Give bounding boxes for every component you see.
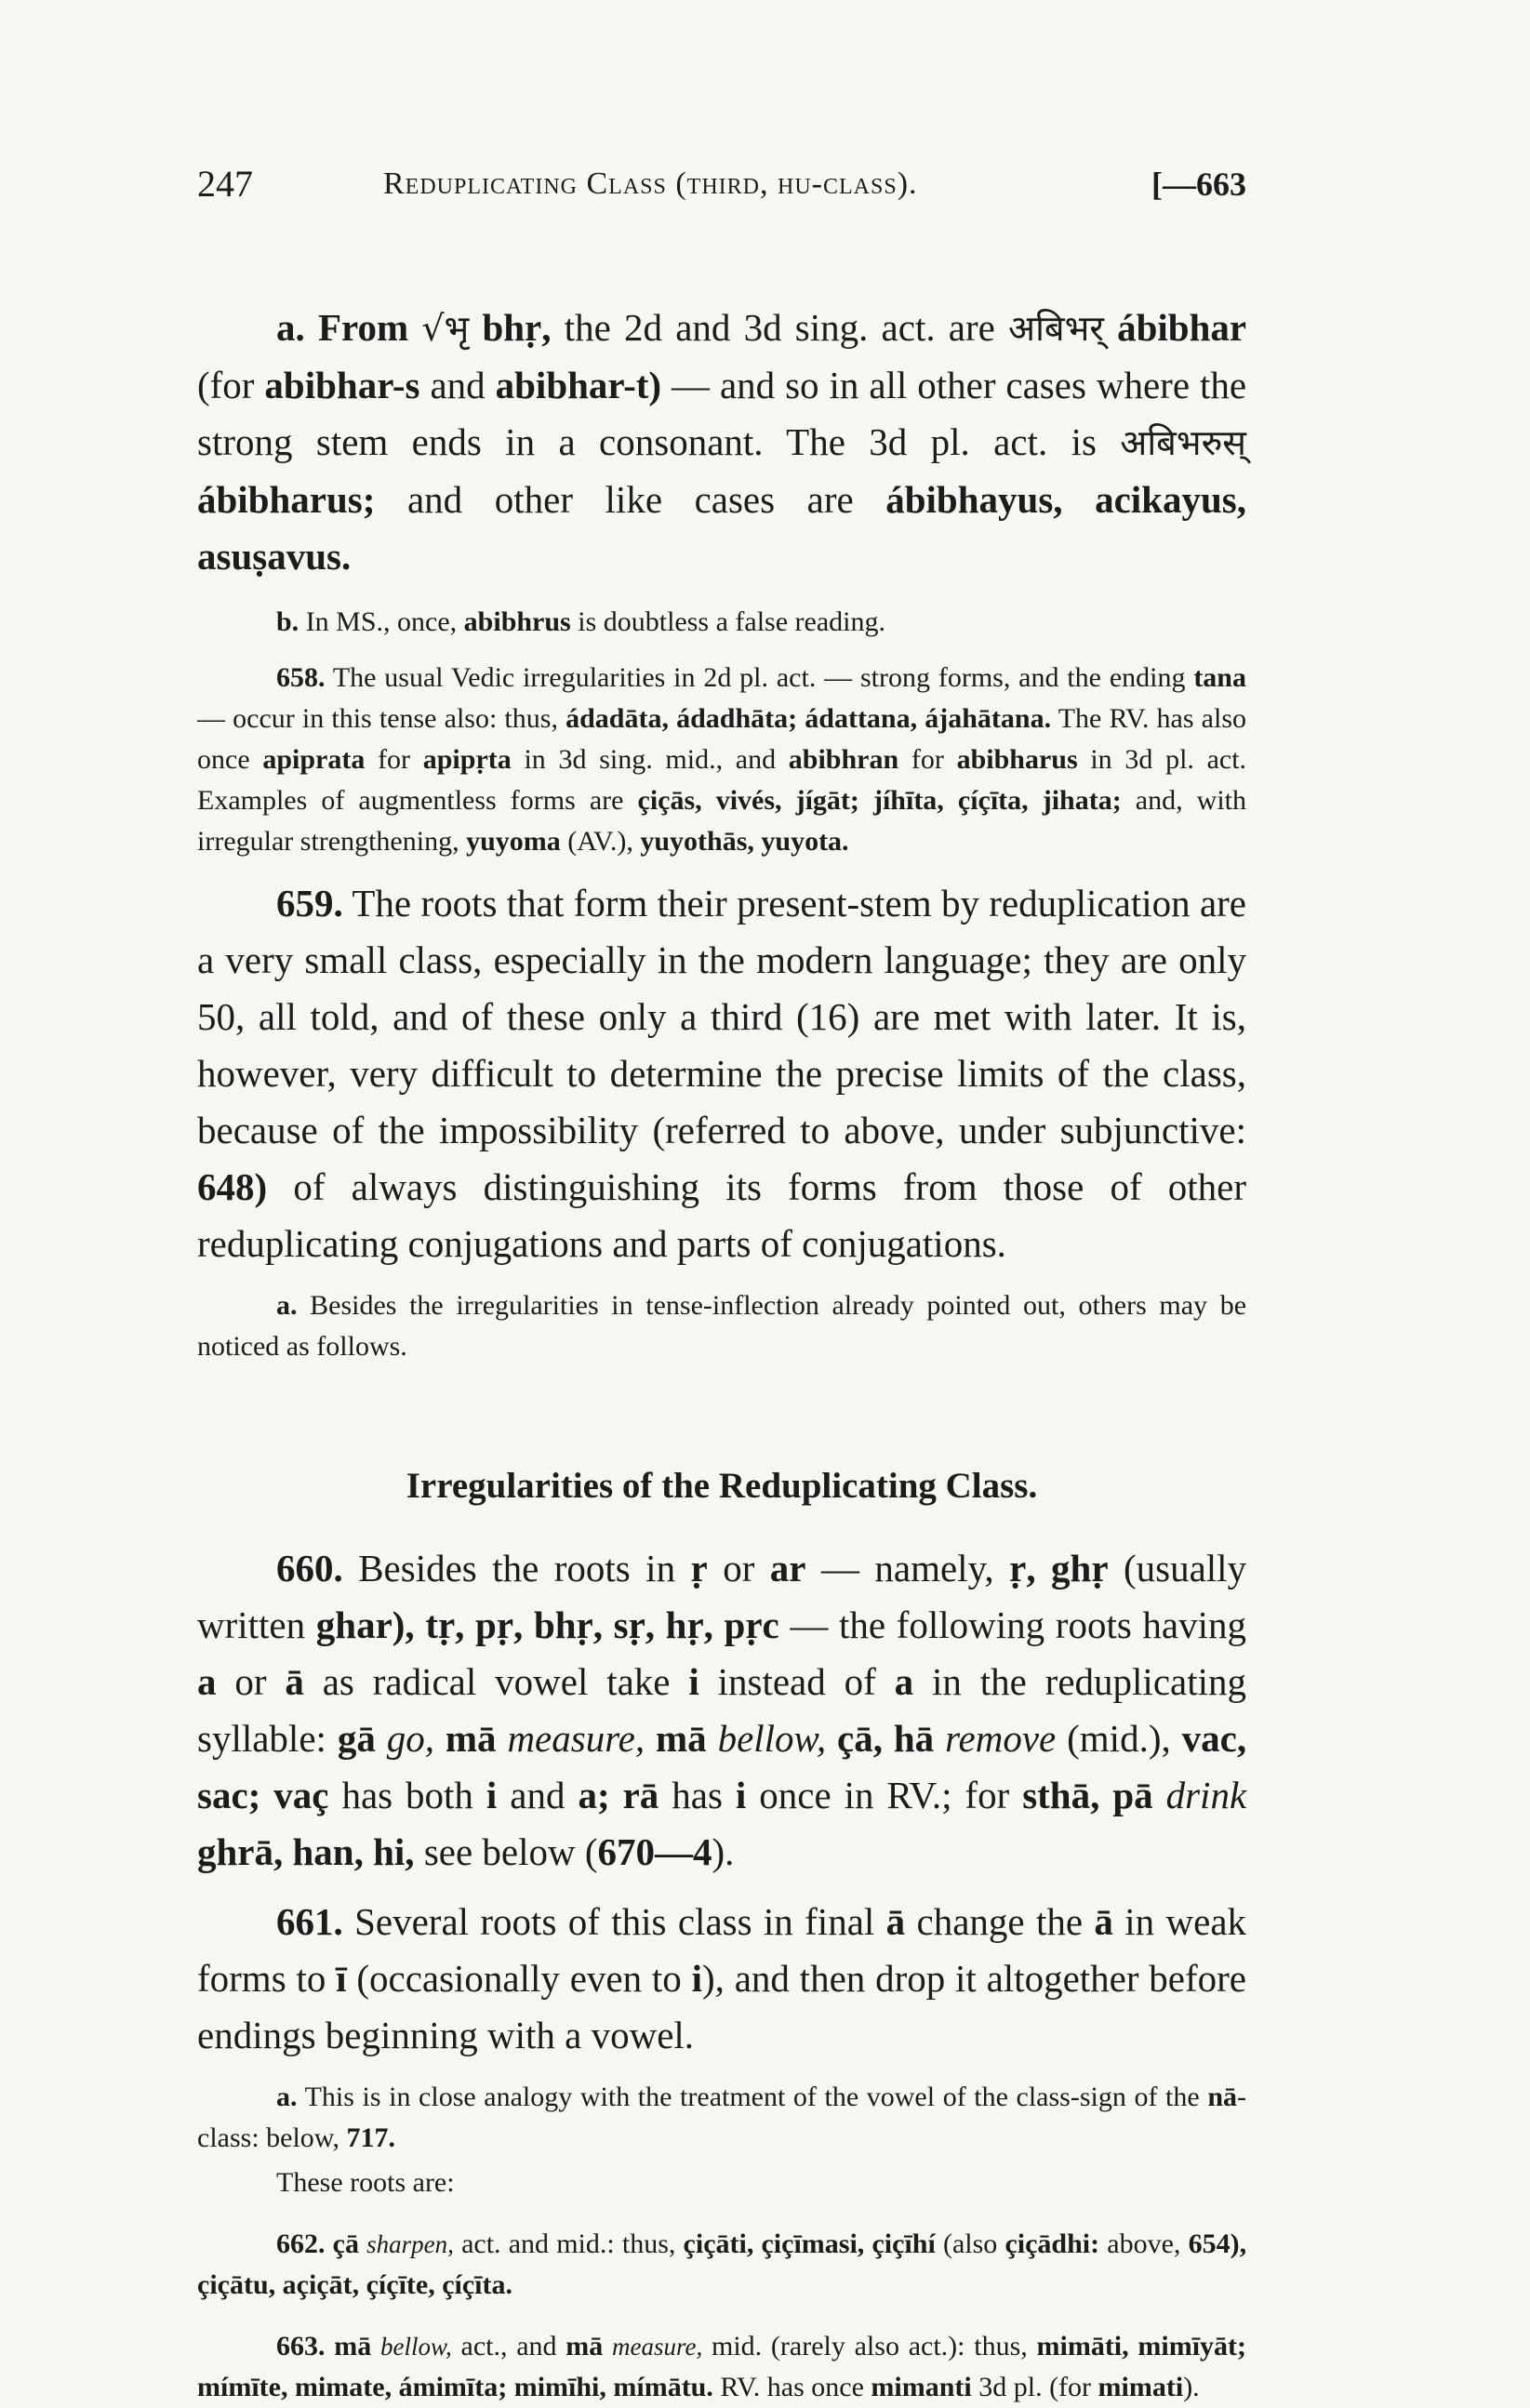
transliteration: çiçātu, açiçāt, çíçīte, çíçīta. [197, 2269, 512, 2300]
transliteration: tṛ, pṛ, bhṛ, sṛ, hṛ, pṛc [425, 1603, 779, 1646]
transliteration: ábibhayus, acikayus, asuṣavus. [197, 478, 1246, 578]
devanagari-root: √भृ [421, 308, 470, 349]
text: in 3d sing. mid., and [524, 744, 777, 775]
section-number: 662. [276, 2228, 326, 2259]
transliteration: çā, hā [837, 1717, 935, 1760]
text: or [234, 1660, 267, 1703]
transliteration: bhṛ, [482, 306, 552, 349]
gloss: bellow, [717, 1717, 827, 1760]
paragraph-661 [197, 1894, 1246, 2064]
section-number: 658. [276, 662, 326, 693]
text: act. and mid.: thus, [461, 2228, 676, 2259]
text: or [723, 1547, 755, 1590]
transliteration: mā [445, 1717, 497, 1760]
section-number: 661. [276, 1900, 343, 1943]
transliteration: i [486, 1774, 498, 1816]
transliteration: ī [336, 1957, 347, 2000]
paragraph-661a [197, 2077, 1246, 2159]
transliteration: rā [622, 1774, 659, 1816]
transliteration: çiçās, vivés, jígāt; jíhīta, çíçīta, jihata; [637, 785, 1122, 816]
transliteration: yuyothās, yuyota. [640, 826, 849, 857]
text: of always distinguishing its forms from those of other reduplicating conjugations and parts of conjugations. [197, 1165, 1247, 1265]
para-label: a. From [276, 306, 409, 349]
transliteration: mimāti, mimīyāt; mímīte, mimate, ámimīta; mimīhi, mímātu. [197, 2331, 1247, 2402]
paragraph-662 [197, 2224, 1246, 2306]
transliteration: ā [885, 1900, 906, 1943]
text: once in RV.; for [759, 1774, 1010, 1816]
transliteration: ádadāta, ádadhāta; ádattana, ájahātana. [565, 703, 1052, 734]
section-number: 663. [276, 2331, 326, 2361]
transliteration: çiçādhi: [1004, 2228, 1100, 2259]
transliteration: ṛ [690, 1547, 708, 1590]
text: has both [341, 1774, 473, 1816]
text: The RV. has also once [197, 703, 1246, 775]
paragraph-663 [197, 2326, 1246, 2408]
transliteration: ábibhar [1117, 306, 1247, 349]
text: act., and [460, 2331, 557, 2361]
transliteration: mimati [1098, 2372, 1184, 2402]
transliteration: yuyoma [466, 826, 561, 857]
text: and [510, 1774, 565, 1816]
transliteration: ghrā, han, hi, [197, 1830, 415, 1873]
section-number: 659. [276, 882, 343, 925]
paragraph-a-bhr [197, 299, 1246, 585]
text: Several roots of this class in final [354, 1900, 875, 1943]
text: instead of [717, 1660, 876, 1703]
text: — the following roots having [790, 1603, 1247, 1646]
cross-reference: 654), [1188, 2228, 1247, 2259]
para-label: a. [276, 2082, 298, 2112]
transliteration: çiçāti, çiçīmasi, çiçīhí [683, 2228, 936, 2259]
transliteration: ghar), [315, 1603, 415, 1646]
transliteration: sthā, pā [1022, 1774, 1153, 1816]
transliteration: apipṛta [422, 744, 512, 775]
transliteration: çā [332, 2228, 359, 2259]
transliteration: mā [565, 2331, 604, 2361]
devanagari-form: अबिभर् [1008, 308, 1104, 349]
transliteration: mimanti [871, 2372, 972, 2402]
transliteration: i [688, 1660, 699, 1703]
page [197, 158, 1246, 2408]
running-head [197, 158, 1246, 210]
text: (for [197, 364, 255, 406]
text: — occur in this tense also: thus, [197, 703, 558, 734]
text: Besides the irregularities in tense-inflection already pointed out, others may be noticed as follows. [197, 1290, 1247, 1362]
text: This is in close analogy with the treatment of the vowel of the class-sign of the [304, 2082, 1200, 2112]
text: (occasionally even to [356, 1957, 682, 2000]
para-label: a. [276, 1290, 298, 1321]
transliteration: abibhar-s [264, 364, 420, 406]
transliteration: a; [578, 1774, 610, 1816]
text: the 2d and 3d sing. act. are [564, 306, 995, 349]
section-number: 660. [276, 1547, 343, 1590]
gloss: measure, [612, 2333, 703, 2361]
transliteration: i [691, 1957, 702, 2000]
text: in weak forms to [197, 1900, 1247, 2000]
gloss: bellow, [380, 2333, 452, 2361]
text: ). [712, 1830, 735, 1873]
text: above, [1107, 2228, 1181, 2259]
text: (usually written [197, 1547, 1247, 1646]
text: for [911, 744, 944, 775]
section-heading: Irregularities of the Reduplicating Class. [406, 1466, 1038, 1506]
gloss: go, [386, 1717, 434, 1760]
devanagari-form: अबिभरुस् [1120, 422, 1246, 463]
text: for [378, 744, 411, 775]
text: has [672, 1774, 723, 1816]
text: In MS., once, [305, 606, 458, 637]
paragraph-660 [197, 1540, 1246, 1881]
transliteration: ā [1094, 1900, 1113, 1943]
transliteration: abibhrus [463, 606, 571, 637]
paragraph-b-ms [197, 602, 1246, 643]
cross-reference: 648) [197, 1165, 268, 1208]
text: as radical vowel take [322, 1660, 671, 1703]
text: RV. has once [720, 2372, 864, 2402]
text: and, with irregular strengthening, [197, 785, 1246, 857]
transliteration: nā [1207, 2082, 1237, 2112]
text: (also [942, 2228, 998, 2259]
running-title: Reduplicating Class (third, hu-class). [383, 166, 918, 201]
transliteration: abibharus [956, 744, 1078, 775]
text: ). [1183, 2372, 1200, 2402]
text: change the [916, 1900, 1084, 1943]
transliteration: mā [656, 1717, 707, 1760]
transliteration: ā [285, 1660, 304, 1703]
text: — namely, [820, 1547, 994, 1590]
transliteration: gā [337, 1717, 376, 1760]
gloss: remove [945, 1717, 1057, 1760]
gloss: drink [1165, 1774, 1247, 1816]
transliteration: a [197, 1660, 217, 1703]
cross-reference: 717. [346, 2122, 396, 2153]
transliteration: i [735, 1774, 747, 1816]
paragraph-659a [197, 1285, 1246, 1367]
transliteration: ar [769, 1547, 806, 1590]
text: see below ( [423, 1830, 598, 1873]
gloss: measure, [507, 1717, 645, 1760]
text: — and so in all other cases where the strong stem ends in a consonant. The 3d pl. act. is [197, 364, 1247, 463]
transliteration: a [894, 1660, 914, 1703]
transliteration: mā [334, 2331, 372, 2361]
text: and other like cases are [406, 478, 854, 521]
cross-reference: 670—4 [597, 1830, 712, 1873]
paragraph-659 [197, 875, 1246, 1272]
text: is doubtless a false reading. [578, 606, 885, 637]
transliteration: abibhran [788, 744, 899, 775]
text: The roots that form their present-stem by reduplication are a very small class, especially in the modern language; they are only 50, all told, and of these only a third (16) are met with later. It is, however, very difficult to determine the precise limits of the class, because of the impossibility (referred to above, under subjunctive: [197, 882, 1246, 1151]
paragraph-roots-are: These roots are: [276, 2167, 455, 2198]
transliteration: apiprata [262, 744, 366, 775]
text: The usual Vedic irregularities in 2d pl. act. — strong forms, and the ending [332, 662, 1186, 693]
transliteration: ṛ, ghṛ [1009, 1547, 1109, 1590]
page-number: 247 [197, 163, 253, 205]
paragraph-658 [197, 658, 1246, 862]
transliteration: tana [1193, 662, 1246, 693]
text: in 3d pl. act. Examples of augmentless forms are [197, 744, 1247, 816]
text: ), and then drop it altogether before endings beginning with a vowel. [197, 1957, 1247, 2056]
section-reference: [—663 [1151, 166, 1246, 203]
text: Besides the roots in [358, 1547, 676, 1590]
transliteration: vac, sac; vaç [197, 1717, 1247, 1816]
text: (mid.), [1067, 1717, 1171, 1760]
transliteration: ábibharus; [197, 478, 376, 521]
text: 3d pl. (for [978, 2372, 1092, 2402]
text: and [430, 364, 486, 406]
text: -class: below, [197, 2082, 1246, 2153]
transliteration: abibhar-t) [495, 364, 662, 406]
text: mid. (rarely also act.): thus, [712, 2331, 1028, 2361]
para-label: b. [276, 606, 299, 637]
text: in the reduplicating syllable: [197, 1660, 1246, 1760]
gloss: sharpen, [366, 2230, 454, 2258]
text: (AV.), [567, 826, 633, 857]
